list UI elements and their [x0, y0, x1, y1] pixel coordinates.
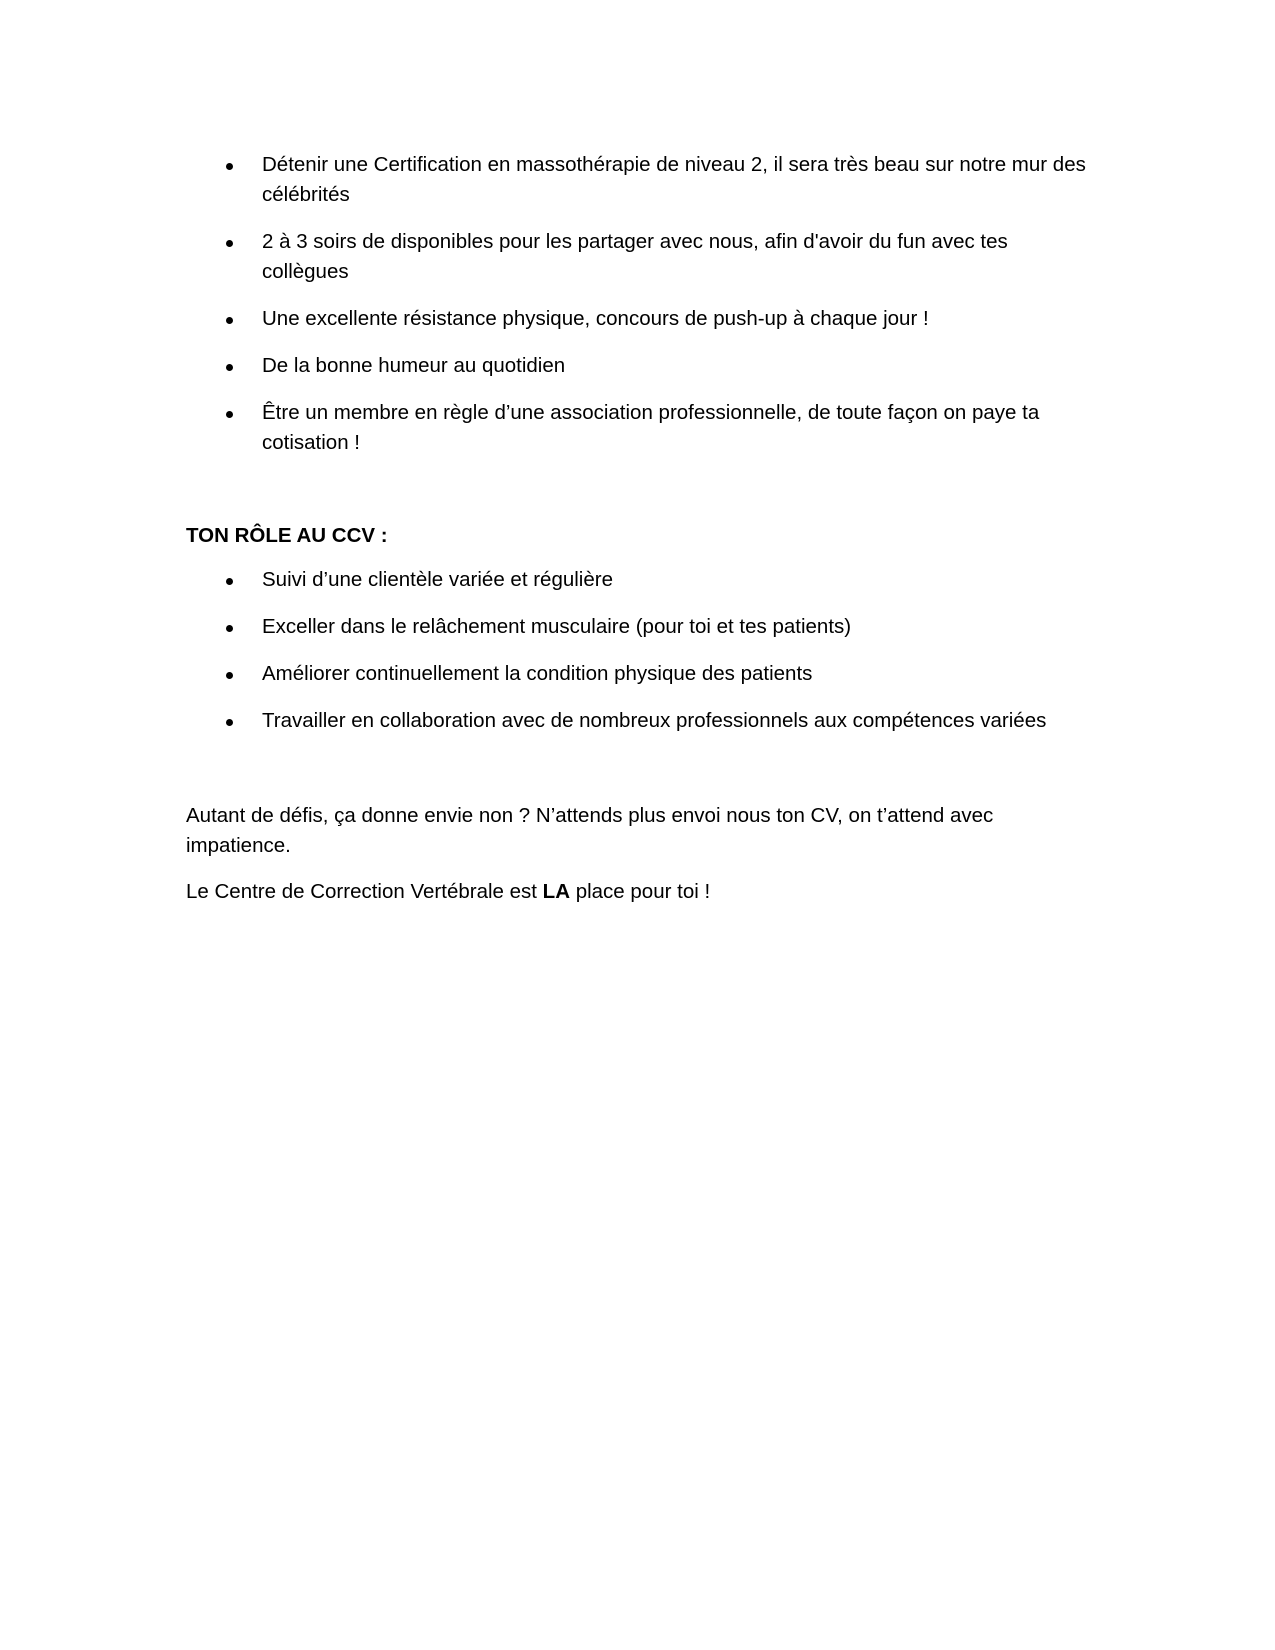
requirement-text: Une excellente résistance physique, concours de push-up à chaque jour ! — [262, 307, 929, 330]
list-item — [186, 351, 1086, 381]
list-item — [186, 565, 1086, 595]
role-heading: TON RÔLE AU CCV : — [186, 524, 388, 547]
requirement-text: De la bonne humeur au quotidien — [262, 354, 566, 377]
bullet-icon — [226, 672, 233, 679]
closing-invite: Autant de défis, ça donne envie non ? N’attends plus envoi nous ton CV, on t’attend avec impatience. — [186, 804, 994, 857]
requirement-text: 2 à 3 soirs de disponibles pour les partager avec nous, afin d'avoir du fun avec tes collègues — [262, 230, 1008, 283]
requirement-text: Être un membre en règle d’une association professionnelle, de toute façon on paye ta cotisation ! — [262, 401, 1040, 454]
role-text: Exceller dans le relâchement musculaire (pour toi et tes patients) — [262, 615, 852, 638]
tagline-end: place pour toi ! — [570, 880, 711, 903]
bullet-icon — [226, 240, 233, 247]
bullet-icon — [226, 719, 233, 726]
tagline-emphasis: LA — [542, 880, 570, 903]
list-item — [186, 398, 1086, 458]
list-item — [186, 304, 1086, 334]
bullet-icon — [226, 317, 233, 324]
bullet-icon — [226, 411, 233, 418]
list-item — [186, 706, 1086, 736]
role-text: Améliorer continuellement la condition physique des patients — [262, 662, 813, 685]
bullet-icon — [226, 625, 233, 632]
bullet-icon — [226, 364, 233, 371]
bullet-icon — [226, 578, 233, 585]
bullet-icon — [226, 163, 233, 170]
closing-tagline — [186, 877, 1046, 907]
list-item — [186, 227, 1086, 287]
list-item — [186, 612, 1086, 642]
list-item — [186, 150, 1086, 210]
role-text: Suivi d’une clientèle variée et régulière — [262, 568, 613, 591]
role-list — [186, 565, 1086, 753]
role-text: Travailler en collaboration avec de nombreux professionnels aux compétences variées — [262, 709, 1047, 732]
tagline-start: Le Centre de Correction Vertébrale est — [186, 880, 543, 903]
requirement-text: Détenir une Certification en massothérapie de niveau 2, il sera très beau sur notre mur des célébrités — [262, 153, 1086, 206]
requirements-list — [186, 150, 1086, 475]
list-item — [186, 659, 1086, 689]
